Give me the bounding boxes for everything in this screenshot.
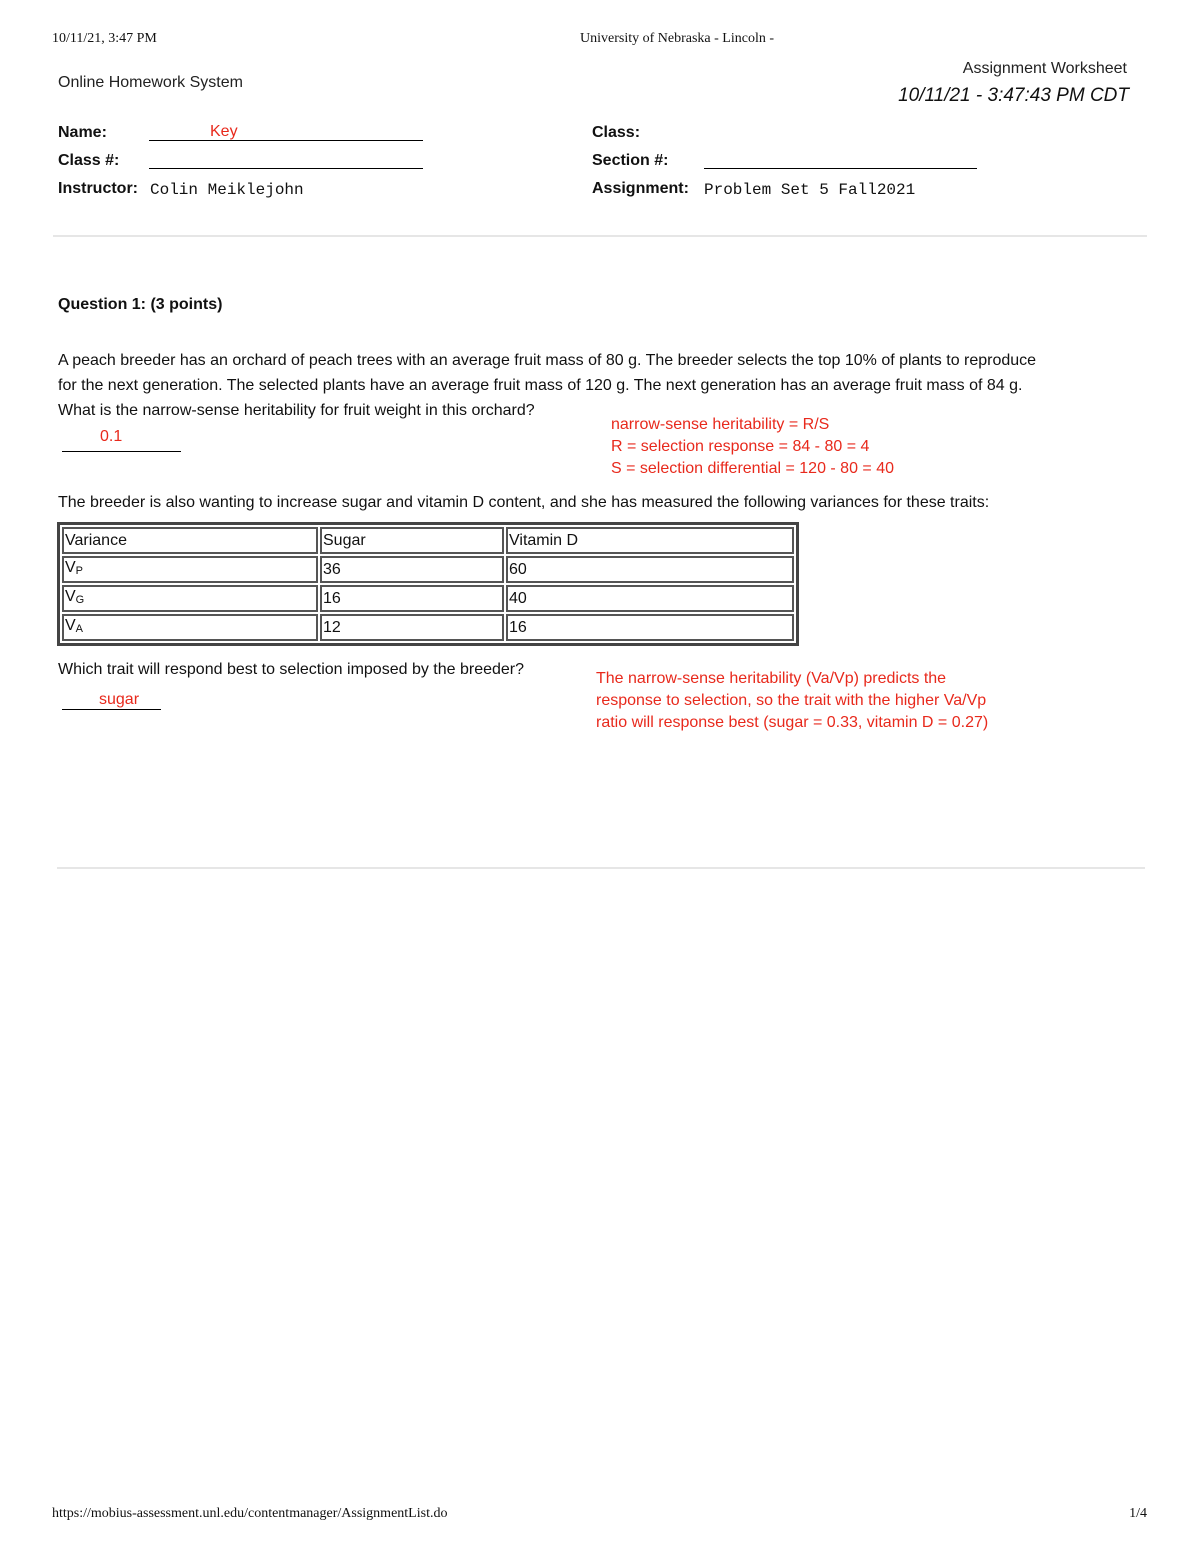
table-cell-variance: $V_P$ (62, 556, 318, 583)
name-value: Key (210, 123, 238, 140)
table-cell-sugar: 16 (320, 585, 504, 612)
class-number-label: Class #: (58, 152, 120, 169)
table-cell-sugar: 12 (320, 614, 504, 641)
name-label: Name: (58, 124, 107, 141)
table-cell-variance: $V_A$ (62, 614, 318, 641)
instructor-value: Colin Meiklejohn (150, 181, 304, 199)
question-prompt-1: What is the narrow-sense heritability for fruit weight in this orchard? (58, 402, 535, 419)
class-number-underline (149, 168, 423, 169)
worksheet-title: Assignment Worksheet (962, 60, 1127, 77)
table-header-cell: Vitamin D (506, 527, 794, 554)
answer-2: sugar (99, 691, 140, 708)
section-underline (704, 168, 977, 169)
annotation-heritability (611, 414, 894, 480)
table-cell-sugar: 36 (320, 556, 504, 583)
question-prompt-2: Which trait will respond best to selection imposed by the breeder? (58, 661, 525, 678)
print-site-title: University of Nebraska - Lincoln - (580, 31, 774, 46)
table-header-cell: Sugar (320, 527, 504, 554)
print-url: https://mobius-assessment.unl.edu/contentmanager/AssignmentList.do (52, 1506, 448, 1521)
header-divider (53, 235, 1147, 237)
table-header-row (62, 527, 794, 554)
annotation-line: The narrow-sense heritability (Va/Vp) predicts the (596, 670, 947, 687)
annotation-explanation (596, 668, 988, 734)
annotation-line: ratio will response best (sugar = 0.33, vitamin D = 0.27) (596, 714, 989, 731)
question-divider (57, 867, 1145, 869)
section-label: Section #: (592, 152, 669, 169)
annotation-line: R = selection response = 84 - 80 = 4 (611, 438, 870, 455)
table-header-cell: Variance (62, 527, 318, 554)
answer-1: 0.1 (100, 428, 123, 445)
table-cell-variance: $V_G$ (62, 585, 318, 612)
worksheet-timestamp: 10/11/21 - 3:47:43 PM CDT (898, 85, 1129, 106)
table-row (62, 585, 794, 612)
table-cell-vitamin-d: 60 (506, 556, 794, 583)
question-title: Question 1: (3 points) (58, 296, 223, 313)
annotation-line: response to selection, so the trait with the higher Va/Vp (596, 692, 987, 709)
system-name: Online Homework System (58, 74, 243, 91)
annotation-line: S = selection differential = 120 - 80 = 40 (611, 460, 895, 477)
annotation-line: narrow-sense heritability = R/S (611, 416, 830, 433)
table-row (62, 556, 794, 583)
variance-table (57, 522, 799, 646)
print-datetime: 10/11/21, 3:47 PM (52, 31, 157, 46)
question-paragraph-2: The breeder is also wanting to increase sugar and vitamin D content, and she has measured the following variances for these traits: (58, 494, 990, 511)
question-intro (58, 348, 1148, 423)
assignment-value: Problem Set 5 Fall2021 (704, 181, 916, 199)
assignment-label: Assignment: (592, 180, 689, 197)
answer-1-underline (62, 451, 181, 452)
table-row (62, 614, 794, 641)
name-underline (149, 140, 423, 141)
question-intro-line-1: A peach breeder has an orchard of peach trees with an average fruit mass of 80 g. The breeder selects the top 10% of plants to reproduce (58, 352, 1037, 369)
instructor-label: Instructor: (58, 180, 138, 197)
class-label: Class: (592, 124, 641, 141)
table-cell-vitamin-d: 40 (506, 585, 794, 612)
table-cell-vitamin-d: 16 (506, 614, 794, 641)
answer-2-underline (62, 709, 161, 710)
page-number: 1/4 (1129, 1506, 1147, 1521)
question-intro-line-2: for the next generation. The selected plants have an average fruit mass of 120 g. The next generation has an average fruit mass of 84 g. (58, 377, 1023, 394)
